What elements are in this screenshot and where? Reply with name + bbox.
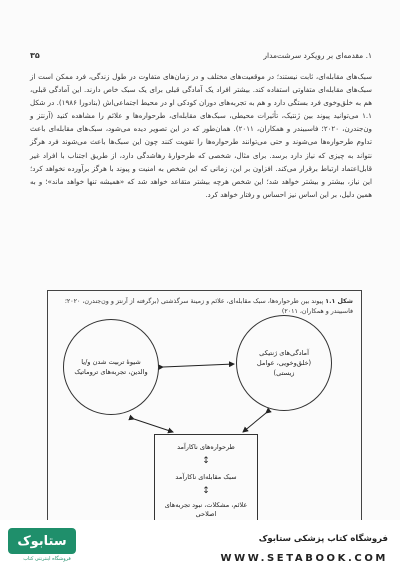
shop-title: فروشگاه کتاب پزشکی ستابوک — [258, 534, 388, 544]
circle-genetic — [236, 315, 332, 411]
updown-arrow-icon: ↕ — [202, 486, 210, 496]
circle-genetic-text: آمادگی‌های ژنتیکی (خلق‌وخویی، عوامل زیستی) — [256, 349, 312, 377]
paragraph: سبک‌های مقابله‌ای، ثابت نیستند؛ در موقعیت‌های مختلف و در زمان‌های متفاوت در طول زندگی، فرد ممکن است از سبک‌های مقابله‌ای متفاوتی استفاده کند. بیشتر افراد یک آمادگی قبلی برای یک سبک خاص دارند. این آمادگی قبلی، هم به خلق‌وخوی فرد بستگی دارد و هم به تجربه‌های دوران کودکی او در محیط اجتماعی‌اش (بنادورا ۱۹۸۶). در شکل ۱.۱ می‌توانید پیوند بین ژنتیک، تأثیرات محیطی، سبک‌های مقابله‌ای، طرحواره‌ها و علائم را مشاهده کنید (آرنتز و ون‌جندرن، ۲۰۲۰؛ فاسبیندر و همکاران، ۲۰۱۱). همان‌طور که در این تصویر دیده می‌شود، سبک‌های مقابله‌ای باعث تداوم طرحواره‌ها می‌شوند و حتی می‌توانند طرحواره‌ها را تقویت کنند چون این سبک‌ها باعث می‌شوند فرد هرگز نتواند به چیزی که نیاز دارد برسد. برای مثال، شخصی که طرحوارهٔ رهاشدگی دارد، از طریق اجتناب با افراد غیر قابل‌اعتماد ارتباط برقرار می‌کند. افزاون بر این، زمانی که این شخص به امنیت و پیوند با هرگز برآورده نخواهد کرد؛ این نیاز، بیشتر و بیشتر خواهد شد؛ این شخص هرچه بیشتر متقاعد خواهد شد که «همیشه تنها خواهد ماند»؛ و به همین دلیل، بر این اساس نیز احساس و رفتار خواهد کرد. — [30, 72, 372, 199]
shop-url-link[interactable]: WWW.SETABOOK.COM — [220, 553, 388, 564]
box-item-symptoms: علائم، مشکلات، نبود تجربه‌های اصلاحی — [164, 501, 248, 518]
box-item-coping: سبک مقابله‌ای ناکارآمد — [175, 473, 237, 481]
circle-upbringing-text: شیوهٔ تربیت شدن و/یا والدین، تجربه‌های تروماتیک — [74, 358, 148, 376]
box-item-schemas: طرحواره‌های ناکارآمد — [177, 443, 235, 451]
page-number: ۳۵ — [30, 50, 40, 60]
circle-upbringing — [63, 319, 159, 415]
logo-mark: ستابوک — [8, 528, 76, 554]
figure-box — [47, 290, 362, 529]
figure-caption-text: پیوند بین طرحواره‌ها، سبک مقابله‌ای، علائم و زمینهٔ سرگذشتی (برگرفته از آرنتز و ون‌جندرن، ۲۰۲۰؛ فاسبیندر و همکاران، ۲۰۱۱) — [64, 298, 353, 315]
updown-arrow-icon: ↕ — [202, 456, 210, 466]
arrow-left-to-box — [134, 419, 173, 432]
coping-box — [154, 434, 258, 531]
arrow-right-to-box — [243, 413, 266, 432]
body-text — [30, 70, 372, 201]
figure-label: شکل ۱.۱ — [325, 298, 353, 305]
page-header — [30, 48, 372, 62]
logo-subtitle: فروشگاه اینترنتی کتاب — [23, 556, 71, 562]
arrow-circles — [163, 364, 234, 367]
chapter-title: ۱. مقدمه‌ای بر رویکرد سرشت‌مدار — [263, 50, 372, 60]
setabook-logo[interactable] — [8, 528, 86, 568]
footer-banner — [0, 520, 400, 576]
